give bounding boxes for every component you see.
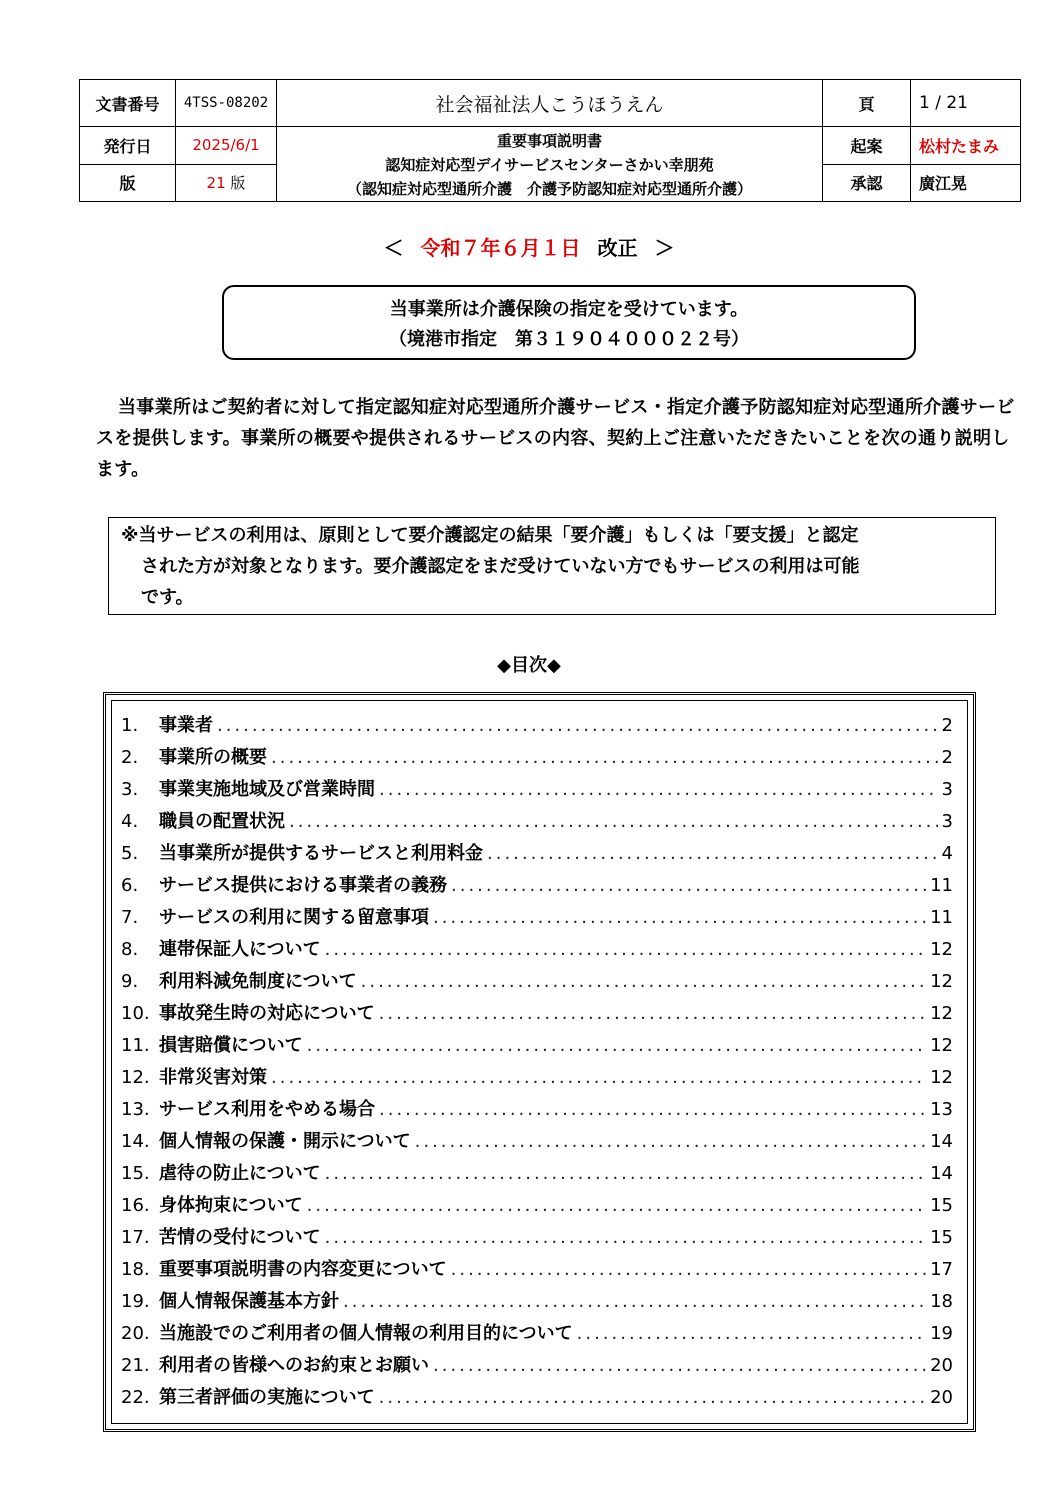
toc-item-title: 苦情の受付について <box>159 1227 321 1248</box>
toc-item-page: 15 <box>930 1227 953 1248</box>
toc-item-page: 12 <box>930 939 953 960</box>
toc-item-title: 利用料減免制度について <box>159 971 357 992</box>
toc-item-title: 個人情報保護基本方針 <box>159 1291 339 1312</box>
toc-item-number: 15. <box>121 1163 150 1184</box>
toc-item-number: 20. <box>121 1323 150 1344</box>
doc-number-label: 文書番号 <box>80 80 176 127</box>
toc-leader-dots <box>271 1067 926 1088</box>
toc-item[interactable] <box>121 1319 953 1351</box>
toc-item-page: 11 <box>930 907 953 928</box>
toc-item[interactable] <box>121 1191 953 1223</box>
toc-item-page: 12 <box>930 971 953 992</box>
toc-item[interactable] <box>121 807 953 839</box>
toc-item-title: 連帯保証人について <box>159 939 321 960</box>
designation-box <box>222 285 916 360</box>
toc-item[interactable] <box>121 1127 953 1159</box>
toc-item-title: 職員の配置状況 <box>159 811 285 832</box>
toc-item[interactable] <box>121 871 953 903</box>
issue-date: 2025/6/1 <box>176 127 277 165</box>
toc-item-title: 重要事項説明書の内容変更について <box>159 1259 447 1280</box>
toc-item-number: 16. <box>121 1195 150 1216</box>
document-header-table <box>79 79 1021 202</box>
toc-leader-dots <box>415 1131 926 1152</box>
revision-date: 令和７年６月１日 <box>420 236 581 260</box>
toc-item-title: 第三者評価の実施について <box>159 1387 375 1408</box>
note-line-1: ※当サービスの利用は、原則として要介護認定の結果「要介護」もしくは「要支援」と認定 <box>121 525 859 546</box>
toc-item[interactable] <box>121 775 953 807</box>
toc-item-page: 18 <box>930 1291 953 1312</box>
toc-leader-dots <box>307 1035 926 1056</box>
toc-item[interactable] <box>121 1063 953 1095</box>
toc-leader-dots <box>451 875 926 896</box>
toc-item[interactable] <box>121 967 953 999</box>
toc-item-number: 11. <box>121 1035 150 1056</box>
toc-item-page: 19 <box>930 1323 953 1344</box>
toc-leader-dots <box>325 939 926 960</box>
toc-item-title: サービス利用をやめる場合 <box>159 1099 375 1120</box>
toc-leader-dots <box>217 715 938 736</box>
toc-item-number: 2. <box>121 747 139 768</box>
toc-item-title: 損害賠償について <box>159 1035 303 1056</box>
toc-leader-dots <box>271 747 938 768</box>
toc-item-title: 事業所の概要 <box>159 747 267 768</box>
toc-item[interactable] <box>121 935 953 967</box>
toc-item-title: サービス提供における事業者の義務 <box>159 875 447 896</box>
toc-item-number: 3. <box>121 779 139 800</box>
toc-item-page: 15 <box>930 1195 953 1216</box>
toc-item-page: 3 <box>941 811 953 832</box>
toc-item[interactable] <box>121 743 953 775</box>
toc-item-page: 20 <box>930 1387 953 1408</box>
revision-close-bracket: ＞ <box>654 236 675 260</box>
toc-leader-dots <box>379 1099 926 1120</box>
toc-list <box>121 711 953 1415</box>
toc-item-title: 個人情報の保護・開示について <box>159 1131 411 1152</box>
toc-item-page: 12 <box>930 1067 953 1088</box>
toc-item-page: 12 <box>930 1035 953 1056</box>
document-title-main: 重要事項説明書 <box>496 132 602 150</box>
version-cell <box>176 164 277 202</box>
revision-open-bracket: ＜ <box>383 236 404 260</box>
toc-item-title: 非常災害対策 <box>159 1067 267 1088</box>
toc-item-title: 虐待の防止について <box>159 1163 321 1184</box>
revision-line <box>0 232 1058 261</box>
intro-paragraph: 当事業所はご契約者に対して指定認知症対応型通所介護サービス・指定介護予防認知症対応型通所介護サービスを提供します。事業所の概要や提供されるサービスの内容、契約上ご注意いただきたいことを次の通り説明します。 <box>96 397 1015 480</box>
toc-item-page: 14 <box>930 1163 953 1184</box>
toc-item-number: 4. <box>121 811 139 832</box>
toc-item-page: 11 <box>930 875 953 896</box>
toc-item-page: 12 <box>930 1003 953 1024</box>
toc-item-number: 7. <box>121 907 139 928</box>
note-line-2: された方が対象となります。要介護認定をまだ受けていない方でもサービスの利用は可能 <box>141 556 860 577</box>
toc-leader-dots <box>379 779 938 800</box>
toc-item-title: 当施設でのご利用者の個人情報の利用目的について <box>159 1323 573 1344</box>
toc-item-page: 4 <box>941 843 953 864</box>
toc-item-title: 当事業所が提供するサービスと利用料金 <box>159 843 483 864</box>
toc-item-number: 12. <box>121 1067 150 1088</box>
toc-leader-dots <box>307 1195 926 1216</box>
eligibility-note-box <box>108 517 996 615</box>
toc-leader-dots <box>379 1003 926 1024</box>
organization-name: 社会福祉法人こうほうえん <box>277 80 823 127</box>
toc-item[interactable] <box>121 903 953 935</box>
toc-item-number: 19. <box>121 1291 150 1312</box>
page-label: 頁 <box>823 80 911 127</box>
draft-name: 松村たまみ <box>911 127 1021 165</box>
toc-item[interactable] <box>121 1287 953 1319</box>
toc-leader-dots <box>325 1227 926 1248</box>
toc-item-page: 2 <box>941 747 953 768</box>
toc-item[interactable] <box>121 711 953 743</box>
designation-line-2: （境港市指定 第３１９０４０００２２号） <box>389 329 749 350</box>
toc-item-number: 13. <box>121 1099 150 1120</box>
toc-item-page: 14 <box>930 1131 953 1152</box>
toc-item-number: 8. <box>121 939 139 960</box>
toc-item-number: 6. <box>121 875 139 896</box>
page-number: 1 / 21 <box>911 80 1021 127</box>
toc-item-number: 5. <box>121 843 139 864</box>
document-title-facility: 認知症対応型デイサービスセンターさかい幸朋苑 <box>385 156 714 174</box>
toc-item-number: 10. <box>121 1003 150 1024</box>
issue-date-label: 発行日 <box>80 127 176 165</box>
toc-item[interactable] <box>121 1351 953 1383</box>
toc-item-page: 20 <box>930 1355 953 1376</box>
draft-label: 起案 <box>823 127 911 165</box>
note-line-3: です。 <box>141 587 194 608</box>
toc-item-page: 13 <box>930 1099 953 1120</box>
toc-leader-dots <box>289 811 938 832</box>
version-number: 21 <box>206 174 226 193</box>
designation-line-1: 当事業所は介護保険の指定を受けています。 <box>389 299 749 320</box>
version-suffix: 版 <box>230 174 246 193</box>
toc-leader-dots <box>361 971 926 992</box>
approve-label: 承認 <box>823 164 911 202</box>
toc-item-number: 22. <box>121 1387 150 1408</box>
toc-leader-dots <box>577 1323 926 1344</box>
toc-leader-dots <box>433 1355 926 1376</box>
toc-leader-dots <box>325 1163 926 1184</box>
toc-item-number: 17. <box>121 1227 150 1248</box>
toc-item-title: 事業者 <box>159 715 213 736</box>
doc-number: 4TSS-08202 <box>176 80 277 127</box>
toc-item[interactable] <box>121 1223 953 1255</box>
version-label: 版 <box>80 164 176 202</box>
toc-item[interactable] <box>121 999 953 1031</box>
toc-item[interactable] <box>121 1031 953 1063</box>
document-title-service: （認知症対応型通所介護 介護予防認知症対応型通所介護） <box>346 180 752 198</box>
toc-item-number: 14. <box>121 1131 150 1152</box>
toc-item[interactable] <box>121 1255 953 1287</box>
toc-item-number: 1. <box>121 715 139 736</box>
toc-item-title: 利用者の皆様へのお約束とお願い <box>159 1355 429 1376</box>
document-title-cell <box>277 127 823 202</box>
toc-leader-dots <box>487 843 938 864</box>
toc-leader-dots <box>433 907 926 928</box>
toc-item-page: 3 <box>941 779 953 800</box>
toc-leader-dots <box>451 1259 926 1280</box>
approver-name: 廣江晃 <box>911 164 1021 202</box>
toc-item-number: 9. <box>121 971 139 992</box>
toc-item-title: 事業実施地域及び営業時間 <box>159 779 375 800</box>
toc-item[interactable] <box>121 1383 953 1415</box>
toc-item-number: 21. <box>121 1355 150 1376</box>
toc-item-page: 2 <box>941 715 953 736</box>
toc-leader-dots <box>343 1291 926 1312</box>
toc-item-title: 身体拘束について <box>159 1195 303 1216</box>
toc-item[interactable] <box>121 839 953 871</box>
toc-item-title: 事故発生時の対応について <box>159 1003 375 1024</box>
revision-text: 改正 <box>597 236 638 260</box>
toc-item-number: 18. <box>121 1259 150 1280</box>
toc-leader-dots <box>379 1387 926 1408</box>
toc-item[interactable] <box>121 1095 953 1127</box>
toc-item[interactable] <box>121 1159 953 1191</box>
toc-title: ◆目次◆ <box>497 655 561 676</box>
toc-item-page: 17 <box>930 1259 953 1280</box>
toc-item-title: サービスの利用に関する留意事項 <box>159 907 429 928</box>
